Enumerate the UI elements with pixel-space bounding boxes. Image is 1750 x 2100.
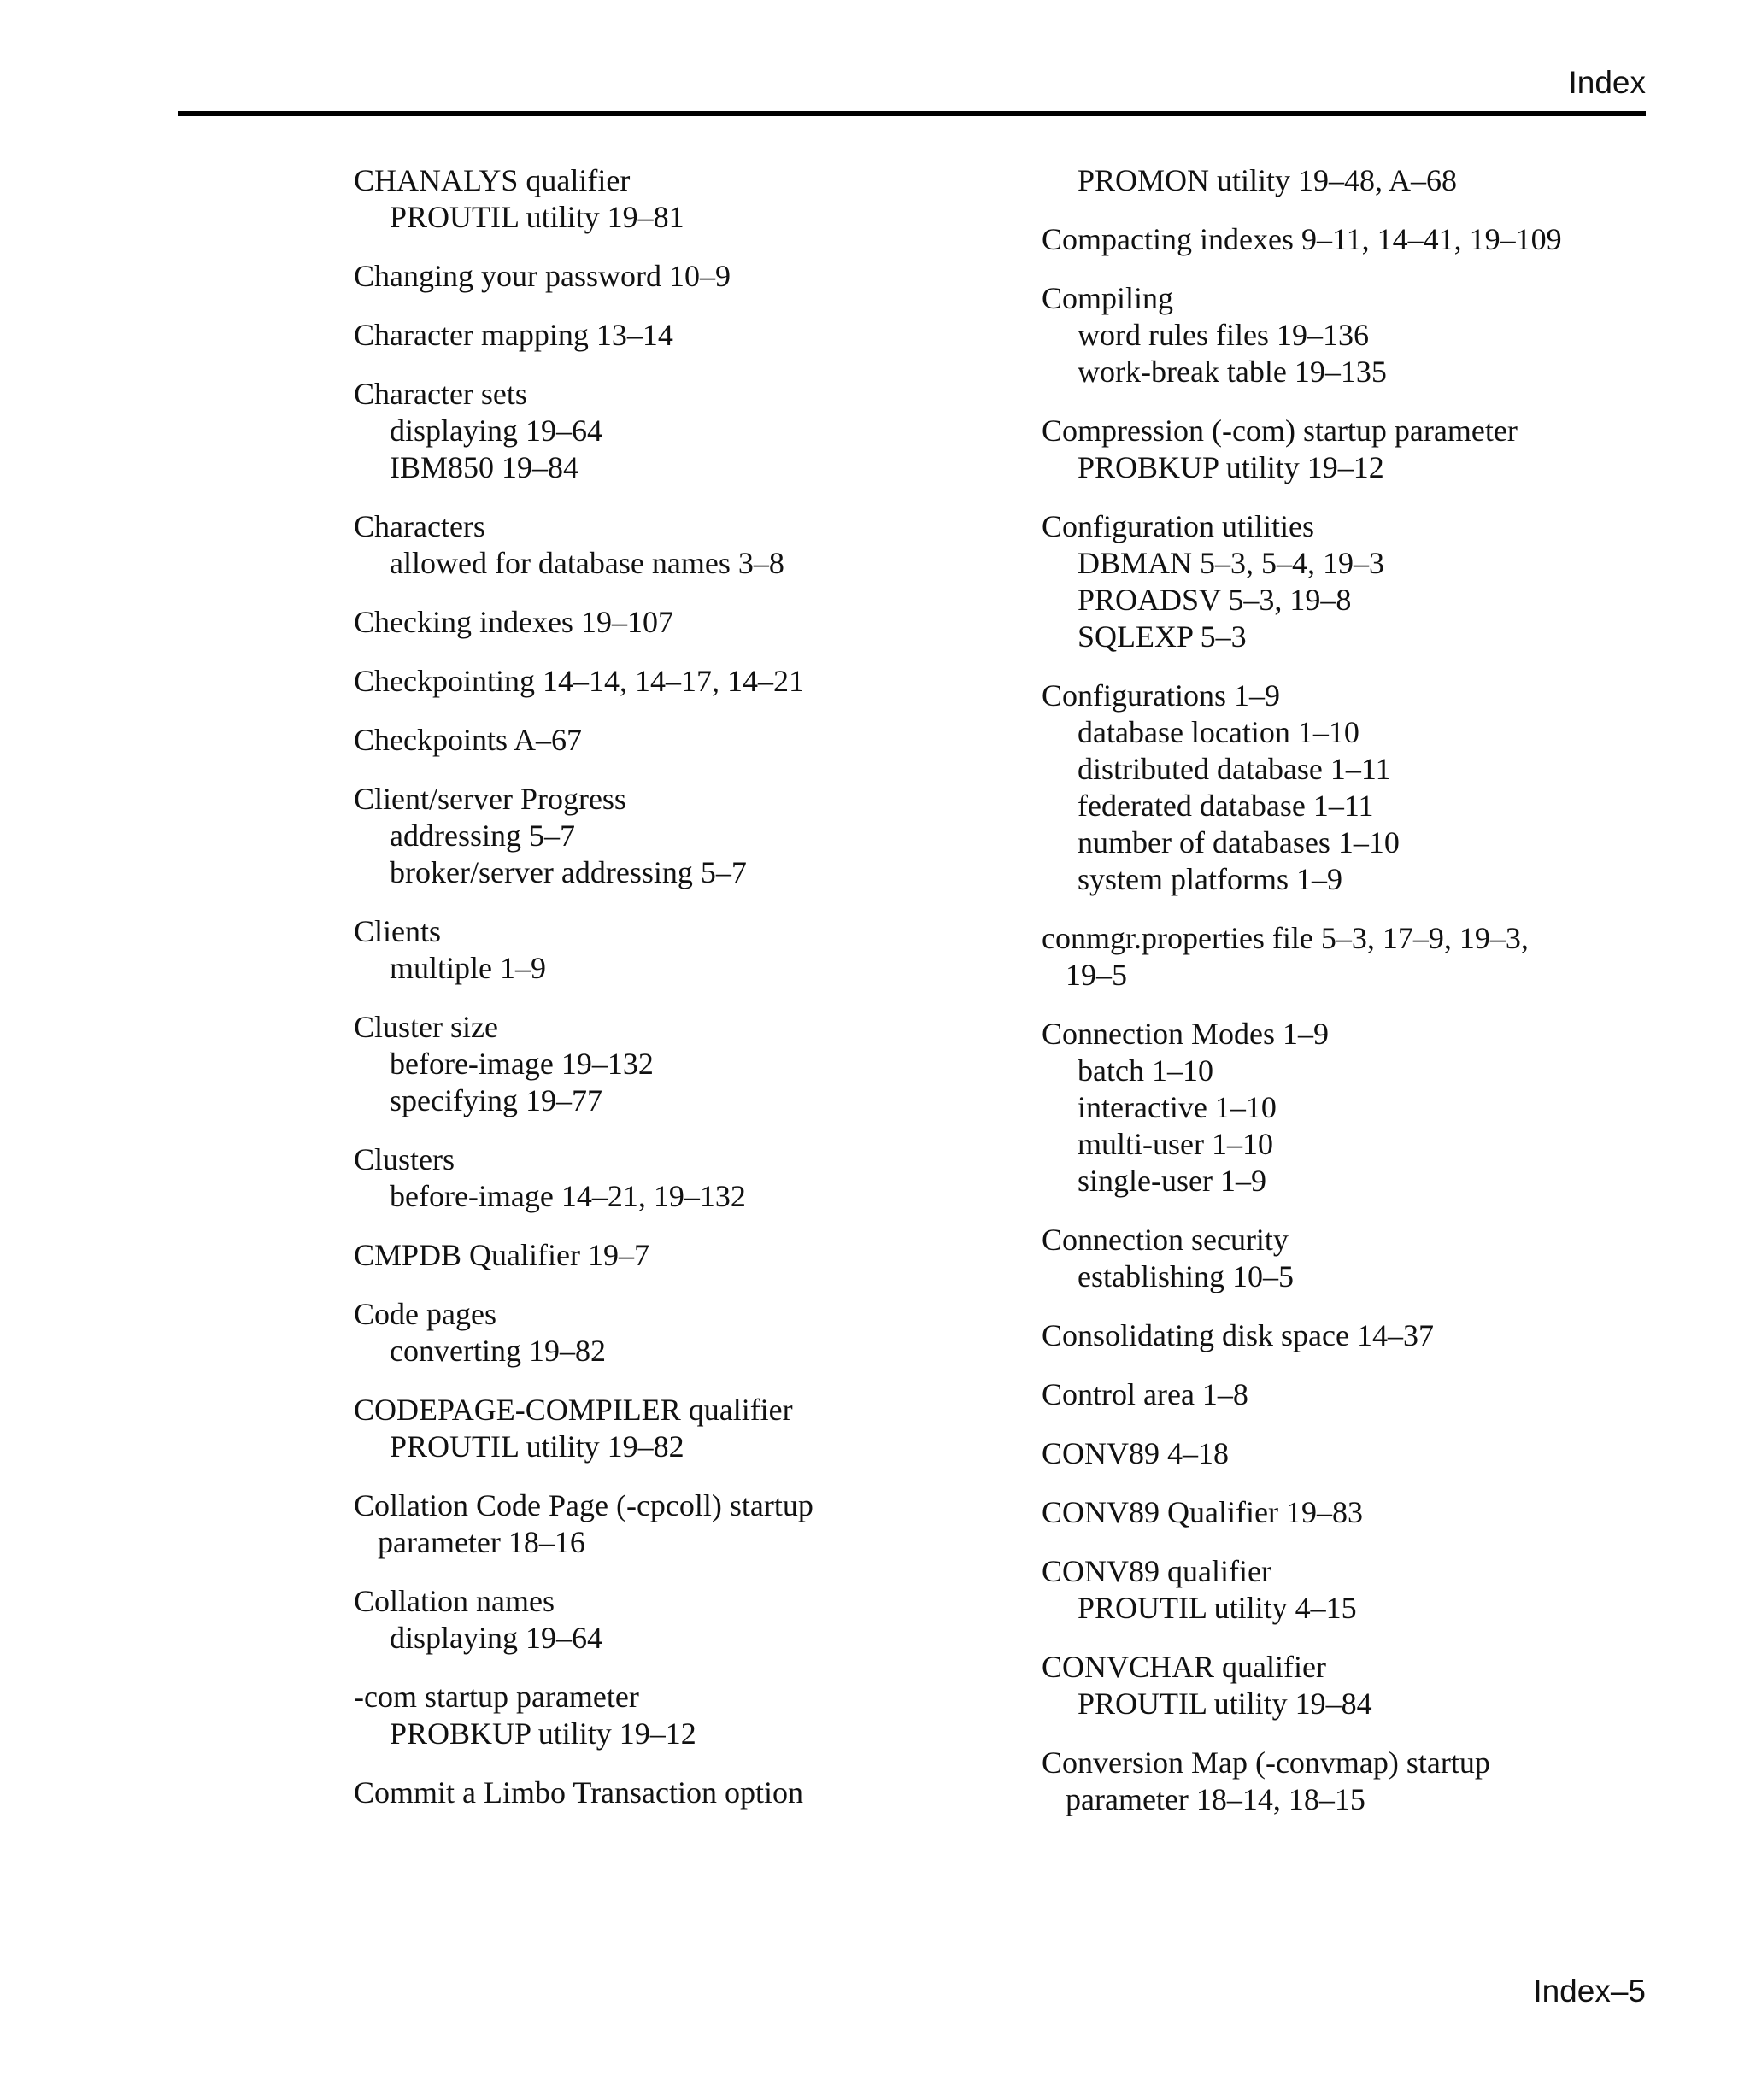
index-term: CHANALYS qualifier: [354, 163, 631, 197]
index-subentry: PROMON utility 19–48, A–68: [1078, 163, 1458, 197]
index-term: Collation Code Page (-cpcoll) startup: [354, 1488, 813, 1522]
index-subentry: allowed for database names 3–8: [390, 546, 784, 580]
index-subentry: distributed database 1–11: [1078, 752, 1391, 786]
index-term: Control area 1–8: [1042, 1377, 1248, 1411]
index-term: Conversion Map (-convmap) startup: [1042, 1745, 1490, 1780]
index-subentry: before-image 19–132: [390, 1047, 654, 1081]
index-entry: [354, 913, 952, 987]
index-entry: [354, 1141, 952, 1215]
index-entry: [1042, 1435, 1640, 1472]
index-subentry: displaying 19–64: [390, 1621, 602, 1655]
index-term-continuation: parameter 18–14, 18–15: [1066, 1782, 1365, 1816]
index-term: Checking indexes 19–107: [354, 605, 673, 639]
index-entry: [1042, 280, 1640, 390]
index-term: CONV89 qualifier: [1042, 1554, 1271, 1588]
index-column-right: [1042, 162, 1640, 1840]
index-entry: [1042, 1494, 1640, 1531]
index-subentry: database location 1–10: [1078, 715, 1359, 749]
index-subentry: PROADSV 5–3, 19–8: [1078, 583, 1352, 617]
index-column-left: [354, 162, 952, 1833]
index-entry: [1042, 1376, 1640, 1413]
index-subentry: establishing 10–5: [1078, 1259, 1294, 1293]
running-head-title: Index: [1568, 65, 1646, 100]
index-term: Consolidating disk space 14–37: [1042, 1318, 1434, 1352]
index-term: Clients: [354, 914, 442, 948]
index-subentry: PROUTIL utility 19–81: [390, 200, 684, 234]
index-entry: [1042, 1745, 1640, 1818]
index-subentry: PROBKUP utility 19–12: [1078, 450, 1384, 484]
index-term: Client/server Progress: [354, 782, 626, 816]
index-term: CMPDB Qualifier 19–7: [354, 1238, 649, 1272]
index-term: Connection Modes 1–9: [1042, 1017, 1329, 1051]
index-entry: [354, 1237, 952, 1274]
index-term: Commit a Limbo Transaction option: [354, 1775, 804, 1810]
index-term: Changing your password 10–9: [354, 259, 731, 293]
index-entry: [354, 1009, 952, 1119]
index-subentry: before-image 14–21, 19–132: [390, 1179, 746, 1213]
index-entry: [354, 1583, 952, 1657]
index-term-continuation: 19–5: [1066, 958, 1127, 992]
index-entry: [1042, 221, 1640, 258]
index-term: Compacting indexes 9–11, 14–41, 19–109: [1042, 222, 1562, 256]
index-subentry: addressing 5–7: [390, 818, 575, 853]
index-term: Checkpointing 14–14, 14–17, 14–21: [354, 664, 804, 698]
index-entry: [1042, 1016, 1640, 1200]
index-entry: [1042, 920, 1640, 994]
index-entry: [354, 508, 952, 582]
index-subentry: DBMAN 5–3, 5–4, 19–3: [1078, 546, 1385, 580]
index-entry: [1042, 1222, 1640, 1295]
index-term: Configuration utilities: [1042, 509, 1314, 543]
index-entry: [1042, 508, 1640, 655]
index-term: Connection security: [1042, 1223, 1289, 1257]
index-subentry: single-user 1–9: [1078, 1164, 1266, 1198]
index-subentry: broker/server addressing 5–7: [390, 855, 747, 889]
index-subentry: multi-user 1–10: [1078, 1127, 1273, 1161]
header-rule: [178, 111, 1646, 116]
index-subentry: converting 19–82: [390, 1334, 606, 1368]
index-subentry: word rules files 19–136: [1078, 318, 1369, 352]
index-subentry: number of databases 1–10: [1078, 825, 1400, 859]
index-entry: [1042, 413, 1640, 486]
index-subentry: PROBKUP utility 19–12: [390, 1716, 696, 1751]
index-term: Compiling: [1042, 281, 1174, 315]
index-subentry: displaying 19–64: [390, 414, 602, 448]
index-entry: [354, 376, 952, 486]
index-entry: [354, 1487, 952, 1561]
index-term: Collation names: [354, 1584, 555, 1618]
index-subentry: PROUTIL utility 19–84: [1078, 1686, 1372, 1721]
index-entry: [1042, 1317, 1640, 1354]
index-subentry: system platforms 1–9: [1078, 862, 1342, 896]
index-term-continuation: parameter 18–16: [378, 1525, 585, 1559]
index-term: Configurations 1–9: [1042, 678, 1280, 713]
index-entry-continued: [1042, 162, 1640, 199]
index-term: Characters: [354, 509, 485, 543]
index-subentry: work-break table 19–135: [1078, 355, 1387, 389]
index-entry: [354, 317, 952, 354]
index-term: CONVCHAR qualifier: [1042, 1650, 1326, 1684]
index-term: Checkpoints A–67: [354, 723, 582, 757]
index-entry: [354, 258, 952, 295]
index-term: conmgr.properties file 5–3, 17–9, 19–3,: [1042, 921, 1529, 955]
index-subentry: interactive 1–10: [1078, 1090, 1277, 1124]
index-subentry: IBM850 19–84: [390, 450, 579, 484]
index-subentry: PROUTIL utility 19–82: [390, 1429, 684, 1464]
index-subentry: multiple 1–9: [390, 951, 546, 985]
index-term: CONV89 Qualifier 19–83: [1042, 1495, 1363, 1529]
index-subentry: PROUTIL utility 4–15: [1078, 1591, 1357, 1625]
index-term: Clusters: [354, 1142, 455, 1176]
index-term: Character mapping 13–14: [354, 318, 673, 352]
index-entry: [1042, 678, 1640, 898]
index-term: Character sets: [354, 377, 527, 411]
index-entry: [354, 781, 952, 891]
page-number: Index–5: [1533, 1974, 1646, 2009]
index-term: Compression (-com) startup parameter: [1042, 414, 1518, 448]
index-entry: [354, 1296, 952, 1370]
index-subentry: specifying 19–77: [390, 1083, 602, 1117]
index-entry: [354, 663, 952, 700]
index-term: CONV89 4–18: [1042, 1436, 1230, 1470]
index-subentry: SQLEXP 5–3: [1078, 619, 1247, 654]
index-entry: [1042, 1649, 1640, 1722]
index-entry: [1042, 1553, 1640, 1627]
index-entry: [354, 1679, 952, 1752]
index-term: Cluster size: [354, 1010, 498, 1044]
index-term: CODEPAGE-COMPILER qualifier: [354, 1393, 793, 1427]
index-term: -com startup parameter: [354, 1680, 639, 1714]
index-subentry: federated database 1–11: [1078, 789, 1374, 823]
index-term: Code pages: [354, 1297, 496, 1331]
index-subentry: batch 1–10: [1078, 1053, 1213, 1088]
index-entry: [354, 722, 952, 759]
index-entry: [354, 1774, 952, 1811]
index-entry: [354, 604, 952, 641]
index-entry: [354, 1392, 952, 1465]
index-entry: [354, 162, 952, 236]
